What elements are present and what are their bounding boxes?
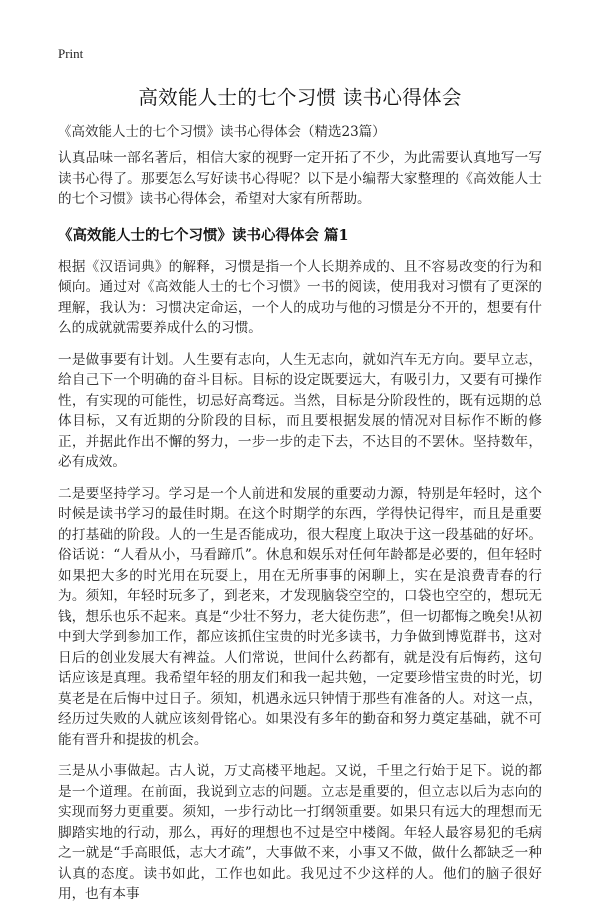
page-title: 高效能人士的七个习惯 读书心得体会: [138, 86, 462, 109]
paragraph: 二是要坚持学习。学习是一个人前进和发展的重要动力源，特别是年轻时，这个时候是读书学习的最佳时期。在这个时期学的东西，学得快记得牢，而且是重要的打基础的阶段。人的一生是否能成功，很大程度上取决于这一段基础的好坏。俗话说：“人看从小，马看蹄爪”。休息和娱乐对任何年龄都是必要的，但年轻时如果把大多的时光用在玩耍上，用在无所事事的闲聊上，实在是浪费青春的行为。须知，年轻时玩多了，到老来，才发现脑袋空空的，口袋也空空的，想玩无钱，想乐也乐不起来。真是“少壮不努力，老大徒伤悲”，但一切都悔之晚矣!从初中到大学到参加工作，都应该抓住宝贵的时光多读书，力争做到博览群书，这对日后的创业发展大有裨益。人们常说，世间什么药都有，就是没有后悔药，这句话应该是真理。我希望年轻的朋友们和我一起共勉，一定要珍惜宝贵的时光，切莫老是在后悔中过日子。须知，机遇永远只钟情于那些有准备的人。对这一点，经历过失败的人就应该刻骨铭心。如果没有多年的勤奋和努力奠定基础，就不可能有晋升和提拔的机会。: [58, 485, 542, 748]
intro-paragraph: 认真品味一部名著后，相信大家的视野一定开拓了不少，为此需要认真地写一写读书心得了。那要怎么写好读书心得呢？以下是小编帮大家整理的《高效能人士的七个习惯》读书心得体会，希望对大家有所帮助。: [58, 150, 542, 207]
print-link[interactable]: Print: [58, 46, 84, 61]
paragraph: 三是从小事做起。古人说，万丈高楼平地起。又说，千里之行始于足下。说的都是一个道理。在前面，我说到立志的问题。立志是重要的，但立志以后为志向的实现而努力更重要。须知，一步行动比一打纲领重要。如果只有远大的理想而无脚踏实地的行动，那么，再好的理想也不过是空中楼阁。年轻人最容易犯的毛病之一就是“手高眼低，志大才疏”，大事做不来，小事又不做，做什么都缺乏一种认真的态度。读书如此，工作也如此。我见过不少这样的人。他们的脑子很好用，也有本事: [58, 763, 542, 902]
paragraph: 根据《汉语词典》的解释，习惯是指一个人长期养成的、且不容易改变的行为和倾向。通过对《高效能人士的七个习惯》一书的阅读，使用我对习惯有了更深的理解，我认为：习惯决定命运，一个人的成功与他的习惯是分不开的，想要有什么的成就就需要养成什么的习惯。: [58, 258, 542, 336]
paragraph: 一是做事要有计划。人生要有志向，人生无志向，就如汽车无方向。要早立志，给自己下一个明确的奋斗目标。目标的设定既要远大，有吸引力，又要有可操作性，有实现的可能性，切忌好高骛远。当然，目标是分阶段性的，既有远期的总体目标，又有近期的分阶段的目标，而且要根据发展的情况对目标作不断的修正，并据此作出不懈的努力，一步一步的走下去，不达目的不罢休。坚持数年，必有成效。: [58, 351, 542, 470]
subtitle: 《高效能人士的七个习惯》读书心得体会（精选23篇）: [58, 124, 386, 140]
section-heading: 《高效能人士的七个习惯》读书心得体会 篇1: [58, 226, 349, 244]
article-body: [58, 148, 542, 916]
